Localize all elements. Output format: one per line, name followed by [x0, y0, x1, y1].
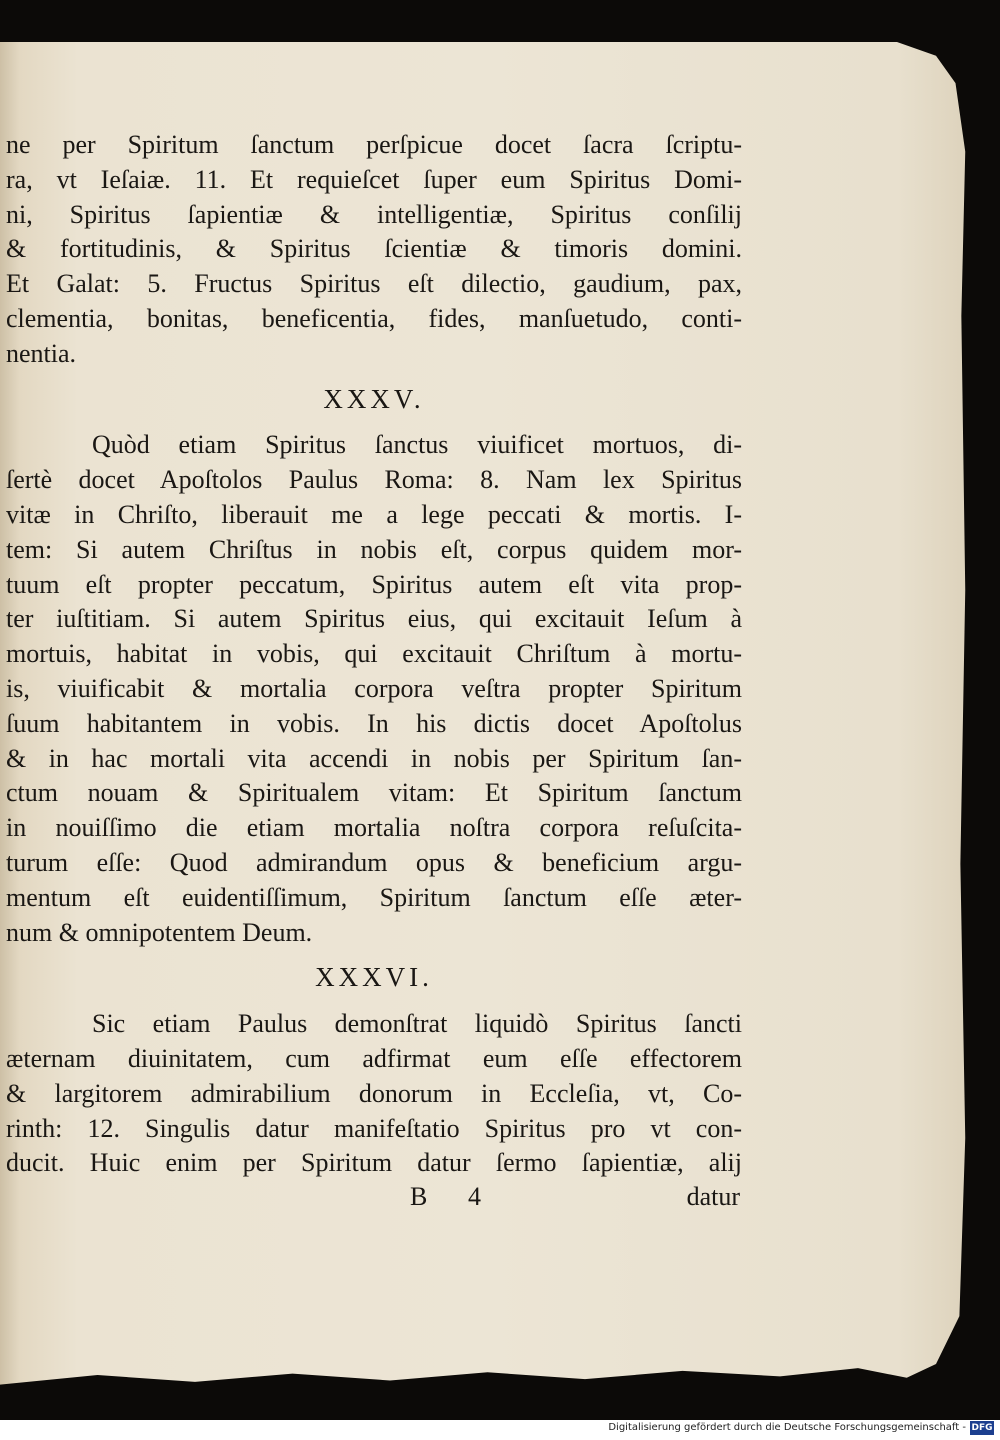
text-line: rinth: 12. Singulis datur manifeſtatio Spiritus pro vt con-: [6, 1113, 742, 1143]
text-line: ni, Spiritus ſapientiæ & intelligentiæ, Spiritus conſilij: [6, 199, 742, 229]
text-line: & in hac mortali vita accendi in nobis per Spiritum ſan-: [6, 743, 742, 773]
funding-credit: Digitalisierung gefördert durch die Deutsche Forschungsgemeinschaft -: [608, 1422, 966, 1433]
text-line: Sic etiam Paulus demonſtrat liquidò Spiritus ſancti: [92, 1009, 742, 1039]
text-line: tuum eſt propter peccatum, Spiritus autem eſt vita prop-: [6, 569, 742, 599]
text-line: æternam diuinitatem, cum adfirmat eum eſſe effectorem: [6, 1043, 742, 1073]
text-line: ſertè docet Apoſtolos Paulus Roma: 8. Nam lex Spiritus: [6, 465, 742, 495]
text-line: ctum nouam & Spiritualem vitam: Et Spiritum ſanctum: [6, 778, 742, 808]
text-line: clementia, bonitas, beneficentia, fides, manſuetudo, conti-: [6, 303, 742, 333]
text-line: Quòd etiam Spiritus ſanctus viuificet mortuos, di-: [92, 430, 742, 460]
dfg-logo: DFG: [971, 1423, 993, 1433]
text-line: & fortitudinis, & Spiritus ſcientiæ & timoris domini.: [6, 234, 742, 264]
text-line: & largitorem admirabilium donorum in Eccleſia, vt, Co-: [6, 1078, 742, 1108]
section-heading: XXXVI.: [315, 962, 433, 993]
text-line: ſuum habitantem in vobis. In his dictis docet Apoſtolus: [6, 708, 742, 738]
signature-number: 4: [468, 1182, 481, 1211]
text-line: Et Galat: 5. Fructus Spiritus eſt dilectio, gaudium, pax,: [6, 269, 742, 299]
text-line: tem: Si autem Chriſtus in nobis eſt, corpus quidem mor-: [6, 534, 742, 564]
text-line: ne per Spiritum ſanctum perſpicue docet ſacra ſcriptu-: [6, 130, 742, 159]
paragraph: [6, 1007, 742, 1181]
page-text: [6, 128, 742, 1181]
paragraph: [6, 428, 742, 950]
text-line: ducit. Huic enim per Spiritum datur ſermo ſapientiæ, alij: [6, 1148, 742, 1178]
paragraph: [6, 128, 742, 372]
text-line: is, viuificabit & mortalia corpora veſtra propter Spiritum: [6, 673, 742, 703]
text-line: turum eſſe: Quod admirandum opus & beneficium argu-: [6, 847, 742, 877]
text-line: mentum eſt euidentiſſimum, Spiritum ſanctum eſſe æter-: [6, 882, 742, 912]
text-line: in nouiſſimo die etiam mortalia noſtra corpora reſuſcita-: [6, 813, 742, 843]
text-line: mortuis, habitat in vobis, qui excitauit Chriſtum à mortu-: [6, 639, 742, 669]
signature-mark: B: [410, 1182, 428, 1211]
text-line: ra, vt Ieſaiæ. 11. Et requieſcet ſuper eum Spiritus Domi-: [6, 164, 742, 194]
text-line: num & omnipotentem Deum.: [6, 917, 313, 947]
text-line: nentia.: [6, 338, 77, 368]
text-line: ter iuſtitiam. Si autem Spiritus eius, qui excitauit Ieſum à: [6, 604, 742, 634]
section-heading: XXXV.: [323, 383, 425, 414]
page-footer: [410, 1182, 740, 1222]
catchword: datur: [686, 1182, 740, 1211]
text-line: vitæ in Chriſto, liberauit me a lege peccati & mortis. I-: [6, 499, 742, 529]
